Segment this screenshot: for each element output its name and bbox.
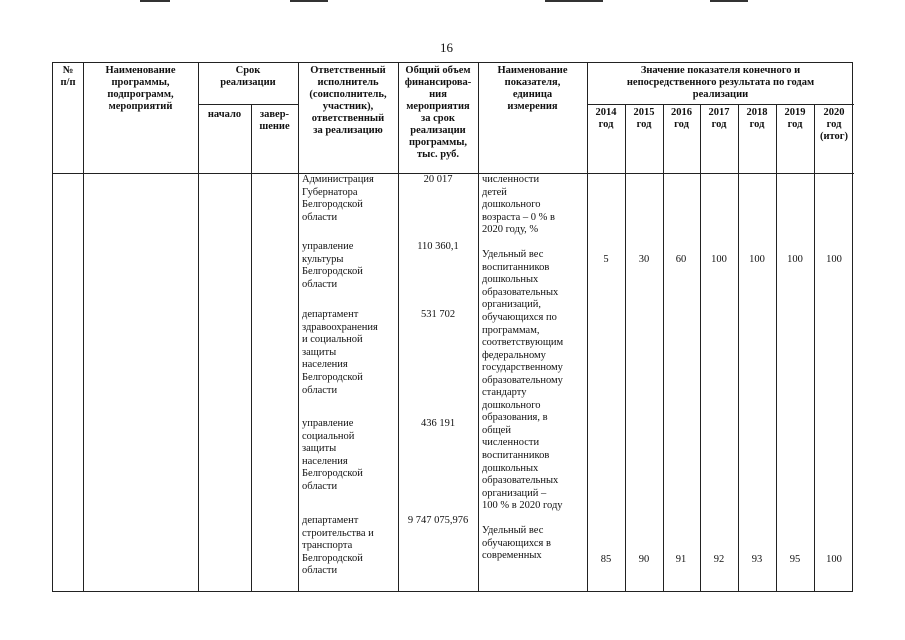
header-year-2017: 2017 год [708,107,730,130]
value-2016-row1: 60 [675,254,687,265]
grid-line [587,104,854,105]
header-indicator: Наименование показателя, единица измерения [497,65,568,112]
value-2018-row1: 100 [749,254,765,265]
value-2018-row2: 93 [751,554,763,565]
grid-line [198,63,199,591]
header-year-2019: 2019 год [784,107,806,130]
scan-top-mark [545,0,603,2]
grid-line [776,104,777,591]
header-term-end: завер- шение [259,109,290,132]
value-2015-row2: 90 [638,554,650,565]
value-2016-row2: 91 [675,554,687,565]
header-year-2018: 2018 год [746,107,768,130]
header-term: Срок реализации [220,65,276,88]
amount-health: 531 702 [420,309,456,320]
value-2015-row1: 30 [638,254,650,265]
header-year-2015: 2015 год [633,107,655,130]
value-2020-row2: 100 [826,554,842,565]
grid-line [198,104,298,105]
indicator-text: численности детей дошкольного возраста – 0 % в 2020 году, % Удельный вес воспитанников дошкольных образовательных организаций, обучающихся по программам, соответствующим федеральному государственному образовательному стандарту дошкольного образования, в общей численности воспитанников дошкольных образовательных организаций – 100 % в 2020 году Удельный вес обучающихся в современных [482,174,564,562]
executor-culture: управление культуры Белгородской области [302,241,363,290]
scan-top-mark [140,0,170,2]
value-2019-row2: 95 [789,554,801,565]
grid-line [700,104,701,591]
header-no: № п/п [60,65,76,88]
value-2014-row2: 85 [600,554,612,565]
amount-social: 436 191 [420,418,456,429]
header-funding-volume: Общий объем финансирова- ния мероприятия за срок реализации программы, тыс. руб. [404,65,472,160]
executor-construction: департамент строительства и транспорта Белгородской области [302,515,374,577]
amount-culture: 110 360,1 [417,241,459,252]
header-year-2020: 2020 год (итог) [819,107,849,142]
value-2017-row2: 92 [713,554,725,565]
grid-line [251,104,252,591]
executor-admin-governor: Администрация Губернатора Белгородской области [302,174,374,223]
grid-line [478,63,479,591]
grid-line [738,104,739,591]
grid-line [814,104,815,591]
page-number: 16 [440,40,453,55]
scan-top-mark [290,0,328,2]
amount-admin-governor: 20 017 [423,174,453,185]
grid-line [663,104,664,591]
scan-top-mark [710,0,748,2]
executor-social: управление социальной защиты населения Белгородской области [302,418,363,492]
amount-construction: 9 747 075,976 [407,515,469,526]
header-year-2016: 2016 год [671,107,692,130]
value-2014-row1: 5 [603,254,609,265]
grid-line [298,63,299,591]
executor-health: департамент здравоохранения и социальной защиты населения Белгородской области [302,309,378,396]
program-table [52,62,853,592]
grid-line [83,63,84,591]
header-term-start: начало [207,109,242,120]
header-year-2014: 2014 год [595,107,617,130]
grid-line [587,63,588,591]
value-2019-row1: 100 [787,254,803,265]
grid-line [625,104,626,591]
header-executor: Ответственный исполнитель (соисполнитель, участник), ответственный за реализацию [309,65,387,136]
value-2020-row1: 100 [826,254,842,265]
value-2017-row1: 100 [711,254,727,265]
header-program-name: Наименование программы, подпрограмм, мероприятий [105,65,176,112]
header-indicator-values: Значение показателя конечного и непосредственного результата по годам реализации [626,65,815,100]
